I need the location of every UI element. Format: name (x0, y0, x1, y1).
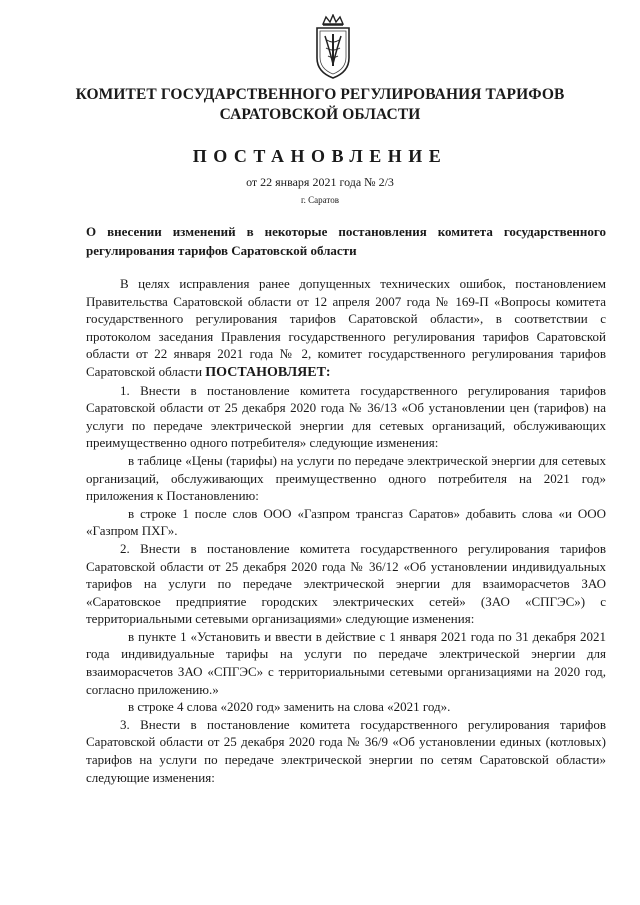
item-2a-paragraph: в пункте 1 «Установить и ввести в действие с 1 января 2021 года по 31 декабря 2021 года индивидуальные тарифы на услуги по передаче электрической энергии для взаиморасчетов ЗАО «СПГЭС» с территориальными сетевыми организациями на 2020 год, согласно приложению.» (86, 628, 606, 697)
coat-of-arms-emblem-icon (311, 14, 355, 80)
preamble-text: В целях исправления ранее допущенных технических ошибок, постановлением Правительства Саратовской области от 12 апреля 2007 года № 169-П «Вопросы комитета государственного регулирования тарифов Саратовской области», в соответствии с протоколом заседания Правления государственного регулирования тарифов Саратовской области от 22 января 2021 года № 2, комитет государственного регулирования тарифов Саратовской области (86, 276, 606, 379)
decides-keyword: ПОСТАНОВЛЯЕТ: (205, 364, 331, 380)
item-1-paragraph: 1. Внести в постановление комитета государственного регулирования тарифов Саратовской области от 25 декабря 2020 года № 36/13 «Об установлении цен (тарифов) на услуги по передаче электрической энергии для сетевых организаций, обслуживающих преимущественно одного потребителя» следующие изменения: (86, 382, 606, 451)
committee-name-line-2: САРАТОВСКОЙ ОБЛАСТИ (219, 106, 421, 123)
document-body (86, 275, 606, 786)
item-2-paragraph: 2. Внести в постановление комитета государственного регулирования тарифов Саратовской области от 25 декабря 2020 года № 36/12 «Об установлении индивидуальных тарифов на услуги по передаче электрической энергии для взаиморасчетов ЗАО «Саратовское предприятие городских электрических сетей» (ЗАО «СПГЭС») с территориальными сетевыми организациями» следующие изменения: (86, 540, 606, 627)
item-2b-paragraph: в строке 4 слова «2020 год» заменить на слова «2021 год». (128, 699, 451, 715)
preamble-paragraph (86, 275, 606, 382)
item-3-paragraph: 3. Внести в постановление комитета государственного регулирования тарифов Саратовской области от 25 декабря 2020 года № 36/9 «Об установлении единых (котловых) тарифов на услуги по передаче электрической энергии по сетям Саратовской области» следующие изменения: (86, 716, 606, 785)
document-type-title: ПОСТАНОВЛЕНИЕ (192, 146, 448, 166)
item-1b-paragraph: в строке 1 после слов ООО «Газпром трансгаз Саратов» добавить слова «и ООО «Газпром ПХГ». (86, 505, 606, 539)
item-1a-paragraph: в таблице «Цены (тарифы) на услуги по передаче электрической энергии для сетевых организаций, обслуживающих преимущественно одного потребителя на 2021 год» приложения к Постановлению: (86, 452, 606, 504)
document-city: г. Саратов (301, 195, 339, 205)
document-date-number: от 22 января 2021 года № 2/3 (246, 175, 394, 189)
document-subject: О внесении изменений в некоторые постановления комитета государственного регулирования тарифов Саратовской области (86, 224, 606, 258)
committee-name-line-1: КОМИТЕТ ГОСУДАРСТВЕННОГО РЕГУЛИРОВАНИЯ ТАРИФОВ (75, 86, 565, 103)
